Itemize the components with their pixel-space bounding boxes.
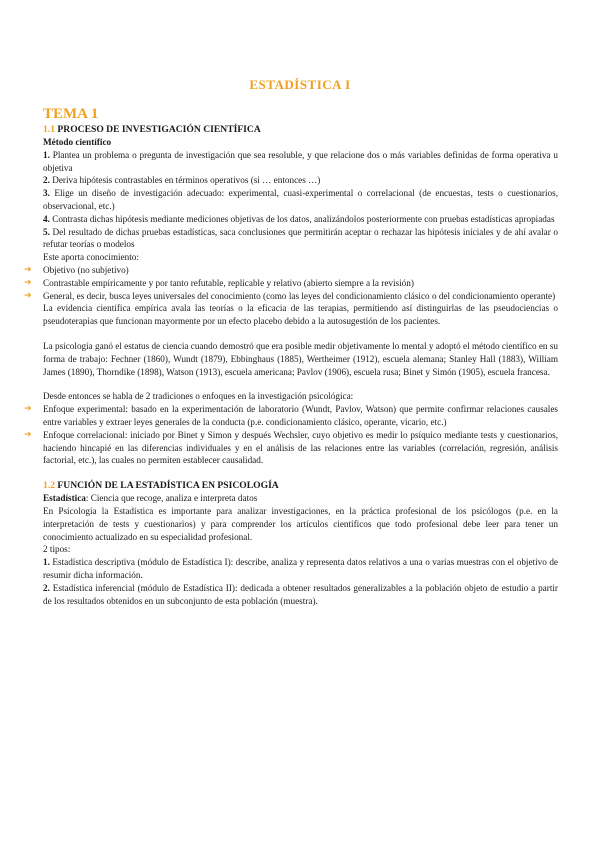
content bbox=[24, 106, 558, 607]
step-3: 3. Elige un diseño de investigación adecuado: experimental, cuasi-experimental o correlacional (de encuestas, tests o cuestionarios, observacional, etc.) bbox=[43, 188, 558, 211]
section-1-2-heading bbox=[43, 480, 558, 492]
psicologia-paragraph: La psicología ganó el estatus de ciencia cuando demostró que era posible medir objetivamente lo mental y adoptó el método científico en su forma de trabajo: Fechner (1860), Wundt (1879), Ebbinghaus (1885), Wertheimer (1912), escuela alemana; Stanley Hall (1883), William James (1890), Thorndike (1898), Watson (1913), escuela americana; Pavlov (1906), escuela rusa; Binet y Simón (1905), escuela francesa. bbox=[43, 340, 558, 377]
section-title: PROCESO DE INVESTIGACIÓN CIENTÍFICA bbox=[57, 124, 261, 135]
document-title: ESTADÍSTICA I bbox=[249, 77, 351, 92]
metodo-subheading: Método científico bbox=[43, 137, 112, 147]
bullet-item: ➔ Enfoque experimental: basado en la experimentación de laboratorio (Wundt, Pavlov, Watson) que permite confirmar relaciones causales entre variables y extraer leyes generales de la conducta (p.e. condicionamiento clásico, operante, vicario, etc.) bbox=[24, 404, 558, 427]
step-1: 1. Plantea un problema o pregunta de investigación que sea resoluble, y que relacione dos o más variables definidas de forma operativa u objetiva bbox=[43, 149, 558, 173]
section-title: FUNCIÓN DE LA ESTADÍSTICA EN PSICOLOGÍA bbox=[57, 480, 279, 492]
arrow-right-icon: ➔ bbox=[24, 429, 32, 440]
step-4: 4. Contrasta dichas hipótesis mediante mediciones objetivas de los datos, analizándolos posteriormente con pruebas estadísticas apropiadas bbox=[43, 213, 555, 224]
section-1-1-heading bbox=[43, 124, 558, 136]
bullet-item: ➔ Contrastable empíricamente y por tanto refutable, replicable y relativo (abierto siempre a la revisión) bbox=[24, 277, 414, 288]
arrow-right-icon: ➔ bbox=[24, 404, 32, 415]
tipo-1: 1. Estadística descriptiva (módulo de Estadística I): describe, analiza y representa datos relativos a una o varias muestras con el objetivo de resumir dicha información. bbox=[43, 557, 558, 580]
tipo-2: 2. Estadística inferencial (módulo de Estadística II): dedicada a obtener resultados generalizables a la población objeto de estudio a partir de los resultados obtenidos en un subconjunto de esta población (muestra). bbox=[43, 582, 558, 606]
bullet-item: ➔ Objetivo (no subjetivo) bbox=[24, 264, 129, 275]
tradiciones-text: Desde entonces se habla de 2 tradiciones o enfoques en la investigación psicológica: bbox=[43, 391, 354, 402]
evidencia-paragraph: La evidencia científica empírica avala las teorías o la eficacia de las terapias, permitiendo así distinguirlas de las pseudociencias o pseudoterapias que funcionan mayormente por un efecto placebo debido a la autosugestión de los pacientes. bbox=[43, 303, 558, 327]
step-5: 5. Del resultado de dichas pruebas estadísticas, saca conclusiones que permitirán aceptar o rechazar las hipótesis iniciales y de ahí avalar o refutar teorías o modelos bbox=[43, 226, 558, 250]
bullet-item: ➔ Enfoque correlacional: iniciado por Binet y Simon y después Wechsler, cuyo objetivo es medir lo psíquico mediante tests y cuestionarios, haciendo hincapié en las diferencias individuales y en el análisis de las relaciones entre las variables (correlación, regresión, análisis factorial, etc.), las cuales no permiten establecer causalidad. bbox=[24, 429, 558, 466]
section-number: 1.2 bbox=[43, 480, 55, 492]
bullet-item: ➔ General, es decir, busca leyes universales del conocimiento (como las leyes del condicionamiento clásico o del condicionamiento operante) bbox=[24, 290, 556, 301]
tema-heading: TEMA 1 bbox=[43, 106, 99, 122]
step-2: 2. Deriva hipótesis contrastables en términos operativos (si … entonces …) bbox=[43, 175, 321, 186]
arrow-right-icon: ➔ bbox=[24, 290, 32, 301]
aporta-text: Este aporta conocimiento: bbox=[43, 252, 139, 263]
arrow-right-icon: ➔ bbox=[24, 277, 32, 288]
importancia-paragraph: En Psicología la Estadística es importante para analizar investigaciones, en la práctica profesional de los psicólogos (p.e. en la interpretación de tests y cuestionarios) y para comprender los artículos científicos que todo profesional debe leer para tener un conocimiento actualizado en su especialidad profesional. bbox=[43, 505, 558, 542]
tipos-label: 2 tipos: bbox=[43, 544, 71, 555]
section-number: 1.1 bbox=[43, 124, 55, 135]
estadistica-definition: Estadística: Ciencia que recoge, analiza e interpreta datos bbox=[43, 493, 258, 504]
arrow-right-icon: ➔ bbox=[24, 264, 32, 275]
